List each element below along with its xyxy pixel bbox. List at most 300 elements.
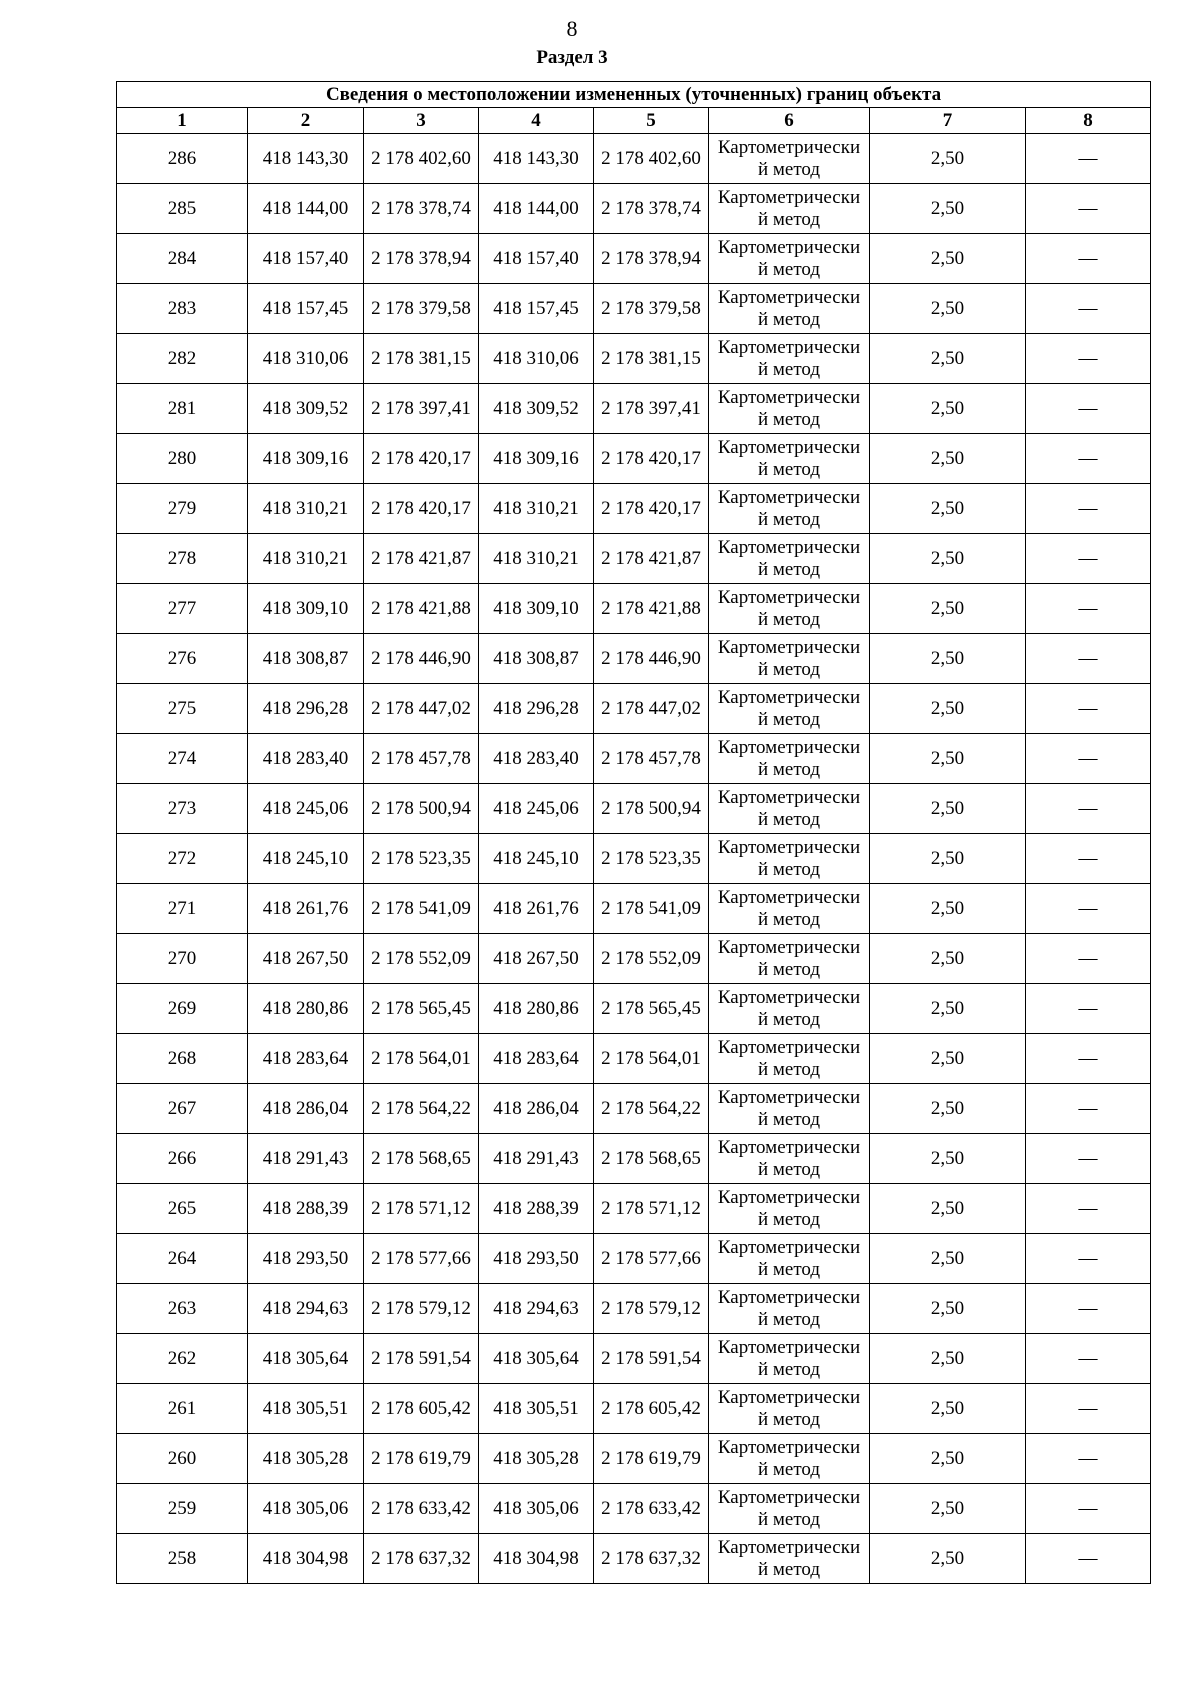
x-new-cell: 418 293,50 <box>479 1234 594 1284</box>
accuracy-cell: 2,50 <box>870 484 1026 534</box>
method-line-1: Картометрически <box>717 1336 861 1358</box>
table-caption: Сведения о местоположении измененных (уточненных) границ объекта <box>117 82 1151 108</box>
y-existing-cell: 2 178 552,09 <box>364 934 479 984</box>
method-line-1: Картометрически <box>717 236 861 258</box>
point-number-cell: 284 <box>117 234 248 284</box>
y-existing-cell: 2 178 421,87 <box>364 534 479 584</box>
y-existing-cell: 2 178 379,58 <box>364 284 479 334</box>
accuracy-cell: 2,50 <box>870 1384 1026 1434</box>
y-new-cell: 2 178 564,22 <box>594 1084 709 1134</box>
note-cell: — <box>1026 1434 1151 1484</box>
x-existing-cell: 418 288,39 <box>248 1184 364 1234</box>
table-row <box>117 1084 1151 1134</box>
method-line-2: й метод <box>757 958 821 980</box>
y-new-cell: 2 178 378,74 <box>594 184 709 234</box>
note-cell: — <box>1026 834 1151 884</box>
method-line-1: Картометрически <box>717 436 861 458</box>
method-line-2: й метод <box>757 158 821 180</box>
table-row <box>117 1484 1151 1534</box>
x-existing-cell: 418 245,06 <box>248 784 364 834</box>
method-cell <box>709 984 870 1034</box>
point-number-cell: 260 <box>117 1434 248 1484</box>
y-existing-cell: 2 178 579,12 <box>364 1284 479 1334</box>
method-cell <box>709 234 870 284</box>
y-existing-cell: 2 178 402,60 <box>364 134 479 184</box>
method-cell <box>709 1034 870 1084</box>
method-cell <box>709 734 870 784</box>
x-new-cell: 418 283,40 <box>479 734 594 784</box>
y-new-cell: 2 178 420,17 <box>594 484 709 534</box>
note-cell: — <box>1026 134 1151 184</box>
point-number-cell: 267 <box>117 1084 248 1134</box>
y-existing-cell: 2 178 420,17 <box>364 484 479 534</box>
method-cell <box>709 1234 870 1284</box>
note-cell: — <box>1026 734 1151 784</box>
y-new-cell: 2 178 500,94 <box>594 784 709 834</box>
table-row <box>117 1434 1151 1484</box>
note-cell: — <box>1026 934 1151 984</box>
table-row <box>117 734 1151 784</box>
x-existing-cell: 418 267,50 <box>248 934 364 984</box>
method-line-1: Картометрически <box>717 986 861 1008</box>
x-existing-cell: 418 143,30 <box>248 134 364 184</box>
x-new-cell: 418 267,50 <box>479 934 594 984</box>
method-line-2: й метод <box>757 258 821 280</box>
x-existing-cell: 418 280,86 <box>248 984 364 1034</box>
x-existing-cell: 418 245,10 <box>248 834 364 884</box>
point-number-cell: 271 <box>117 884 248 934</box>
method-line-2: й метод <box>757 208 821 230</box>
y-new-cell: 2 178 379,58 <box>594 284 709 334</box>
y-existing-cell: 2 178 577,66 <box>364 1234 479 1284</box>
method-line-2: й метод <box>757 1208 821 1230</box>
method-cell <box>709 1484 870 1534</box>
accuracy-cell: 2,50 <box>870 1284 1026 1334</box>
x-existing-cell: 418 296,28 <box>248 684 364 734</box>
method-line-1: Картометрически <box>717 786 861 808</box>
x-new-cell: 418 310,06 <box>479 334 594 384</box>
y-new-cell: 2 178 571,12 <box>594 1184 709 1234</box>
note-cell: — <box>1026 1384 1151 1434</box>
point-number-cell: 262 <box>117 1334 248 1384</box>
method-line-1: Картометрически <box>717 336 861 358</box>
x-existing-cell: 418 286,04 <box>248 1084 364 1134</box>
method-line-1: Картометрически <box>717 1436 861 1458</box>
method-line-2: й метод <box>757 458 821 480</box>
method-line-2: й метод <box>757 1108 821 1130</box>
table-row <box>117 334 1151 384</box>
column-header: 8 <box>1026 108 1151 134</box>
x-existing-cell: 418 305,06 <box>248 1484 364 1534</box>
table-row <box>117 634 1151 684</box>
point-number-cell: 275 <box>117 684 248 734</box>
x-existing-cell: 418 291,43 <box>248 1134 364 1184</box>
method-line-2: й метод <box>757 758 821 780</box>
method-cell <box>709 884 870 934</box>
method-line-1: Картометрически <box>717 286 861 308</box>
point-number-cell: 270 <box>117 934 248 984</box>
y-new-cell: 2 178 633,42 <box>594 1484 709 1534</box>
method-line-2: й метод <box>757 358 821 380</box>
note-cell: — <box>1026 1284 1151 1334</box>
table-body <box>117 134 1151 1584</box>
method-cell <box>709 1284 870 1334</box>
method-cell <box>709 584 870 634</box>
method-line-1: Картометрически <box>717 736 861 758</box>
accuracy-cell: 2,50 <box>870 1184 1026 1234</box>
y-new-cell: 2 178 402,60 <box>594 134 709 184</box>
x-new-cell: 418 305,28 <box>479 1434 594 1484</box>
point-number-cell: 269 <box>117 984 248 1034</box>
accuracy-cell: 2,50 <box>870 884 1026 934</box>
table-row <box>117 934 1151 984</box>
column-header: 7 <box>870 108 1026 134</box>
x-new-cell: 418 286,04 <box>479 1084 594 1134</box>
x-existing-cell: 418 304,98 <box>248 1534 364 1584</box>
table-row <box>117 1034 1151 1084</box>
note-cell: — <box>1026 534 1151 584</box>
note-cell: — <box>1026 1484 1151 1534</box>
point-number-cell: 265 <box>117 1184 248 1234</box>
point-number-cell: 280 <box>117 434 248 484</box>
method-cell <box>709 484 870 534</box>
method-line-1: Картометрически <box>717 386 861 408</box>
y-existing-cell: 2 178 619,79 <box>364 1434 479 1484</box>
method-line-2: й метод <box>757 708 821 730</box>
method-line-1: Картометрически <box>717 686 861 708</box>
accuracy-cell: 2,50 <box>870 1484 1026 1534</box>
accuracy-cell: 2,50 <box>870 434 1026 484</box>
y-new-cell: 2 178 378,94 <box>594 234 709 284</box>
column-header: 6 <box>709 108 870 134</box>
accuracy-cell: 2,50 <box>870 734 1026 784</box>
y-new-cell: 2 178 605,42 <box>594 1384 709 1434</box>
x-existing-cell: 418 283,64 <box>248 1034 364 1084</box>
y-new-cell: 2 178 457,78 <box>594 734 709 784</box>
method-line-2: й метод <box>757 1558 821 1580</box>
table-row <box>117 1184 1151 1234</box>
point-number-cell: 277 <box>117 584 248 634</box>
y-new-cell: 2 178 447,02 <box>594 684 709 734</box>
y-new-cell: 2 178 577,66 <box>594 1234 709 1284</box>
accuracy-cell: 2,50 <box>870 234 1026 284</box>
coordinates-table <box>116 81 1151 1584</box>
method-line-1: Картометрически <box>717 1536 861 1558</box>
table-row <box>117 1384 1151 1434</box>
method-line-2: й метод <box>757 608 821 630</box>
method-cell <box>709 534 870 584</box>
note-cell: — <box>1026 384 1151 434</box>
x-new-cell: 418 288,39 <box>479 1184 594 1234</box>
y-existing-cell: 2 178 381,15 <box>364 334 479 384</box>
point-number-cell: 283 <box>117 284 248 334</box>
note-cell: — <box>1026 284 1151 334</box>
x-new-cell: 418 309,16 <box>479 434 594 484</box>
x-new-cell: 418 310,21 <box>479 484 594 534</box>
method-line-1: Картометрически <box>717 1236 861 1258</box>
column-header: 3 <box>364 108 479 134</box>
x-new-cell: 418 157,45 <box>479 284 594 334</box>
method-cell <box>709 1534 870 1584</box>
method-line-1: Картометрически <box>717 586 861 608</box>
x-existing-cell: 418 309,52 <box>248 384 364 434</box>
note-cell: — <box>1026 1534 1151 1584</box>
x-existing-cell: 418 310,21 <box>248 484 364 534</box>
y-existing-cell: 2 178 568,65 <box>364 1134 479 1184</box>
note-cell: — <box>1026 1134 1151 1184</box>
method-cell <box>709 134 870 184</box>
method-line-1: Картометрически <box>717 836 861 858</box>
page-number: 8 <box>566 16 578 41</box>
method-line-1: Картометрически <box>717 886 861 908</box>
x-new-cell: 418 305,64 <box>479 1334 594 1384</box>
x-existing-cell: 418 310,21 <box>248 534 364 584</box>
point-number-cell: 282 <box>117 334 248 384</box>
accuracy-cell: 2,50 <box>870 1084 1026 1134</box>
x-new-cell: 418 309,52 <box>479 384 594 434</box>
note-cell: — <box>1026 1034 1151 1084</box>
y-existing-cell: 2 178 633,42 <box>364 1484 479 1534</box>
point-number-cell: 258 <box>117 1534 248 1584</box>
y-existing-cell: 2 178 378,74 <box>364 184 479 234</box>
note-cell: — <box>1026 784 1151 834</box>
y-existing-cell: 2 178 500,94 <box>364 784 479 834</box>
x-existing-cell: 418 305,51 <box>248 1384 364 1434</box>
x-new-cell: 418 305,06 <box>479 1484 594 1534</box>
x-existing-cell: 418 261,76 <box>248 884 364 934</box>
note-cell: — <box>1026 884 1151 934</box>
method-line-2: й метод <box>757 1308 821 1330</box>
column-header: 1 <box>117 108 248 134</box>
x-new-cell: 418 305,51 <box>479 1384 594 1434</box>
method-line-2: й метод <box>757 808 821 830</box>
method-line-2: й метод <box>757 1408 821 1430</box>
x-new-cell: 418 309,10 <box>479 584 594 634</box>
y-new-cell: 2 178 421,87 <box>594 534 709 584</box>
accuracy-cell: 2,50 <box>870 334 1026 384</box>
method-line-1: Картометрически <box>717 636 861 658</box>
note-cell: — <box>1026 1184 1151 1234</box>
method-cell <box>709 634 870 684</box>
method-line-2: й метод <box>757 1158 821 1180</box>
method-cell <box>709 1334 870 1384</box>
point-number-cell: 276 <box>117 634 248 684</box>
method-line-2: й метод <box>757 558 821 580</box>
method-cell <box>709 284 870 334</box>
point-number-cell: 274 <box>117 734 248 784</box>
x-new-cell: 418 245,10 <box>479 834 594 884</box>
method-line-2: й метод <box>757 1008 821 1030</box>
table-caption-row <box>117 82 1151 108</box>
x-existing-cell: 418 305,64 <box>248 1334 364 1384</box>
section-title: Раздел 3 <box>536 47 608 68</box>
method-cell <box>709 684 870 734</box>
accuracy-cell: 2,50 <box>870 684 1026 734</box>
method-line-1: Картометрически <box>717 1036 861 1058</box>
column-header: 5 <box>594 108 709 134</box>
note-cell: — <box>1026 334 1151 384</box>
accuracy-cell: 2,50 <box>870 934 1026 984</box>
y-new-cell: 2 178 523,35 <box>594 834 709 884</box>
method-cell <box>709 1184 870 1234</box>
y-new-cell: 2 178 541,09 <box>594 884 709 934</box>
accuracy-cell: 2,50 <box>870 1234 1026 1284</box>
method-cell <box>709 1384 870 1434</box>
method-cell <box>709 1084 870 1134</box>
note-cell: — <box>1026 1334 1151 1384</box>
y-existing-cell: 2 178 523,35 <box>364 834 479 884</box>
x-new-cell: 418 294,63 <box>479 1284 594 1334</box>
column-header: 4 <box>479 108 594 134</box>
method-cell <box>709 334 870 384</box>
method-cell <box>709 784 870 834</box>
method-line-1: Картометрически <box>717 186 861 208</box>
note-cell: — <box>1026 584 1151 634</box>
x-new-cell: 418 245,06 <box>479 784 594 834</box>
note-cell: — <box>1026 184 1151 234</box>
method-line-2: й метод <box>757 658 821 680</box>
x-new-cell: 418 157,40 <box>479 234 594 284</box>
y-new-cell: 2 178 637,32 <box>594 1534 709 1584</box>
point-number-cell: 261 <box>117 1384 248 1434</box>
table-row <box>117 1234 1151 1284</box>
method-line-2: й метод <box>757 908 821 930</box>
table-row <box>117 684 1151 734</box>
table-row <box>117 834 1151 884</box>
y-existing-cell: 2 178 565,45 <box>364 984 479 1034</box>
column-header: 2 <box>248 108 364 134</box>
method-line-1: Картометрически <box>717 1136 861 1158</box>
x-new-cell: 418 280,86 <box>479 984 594 1034</box>
method-line-1: Картометрически <box>717 536 861 558</box>
x-existing-cell: 418 157,45 <box>248 284 364 334</box>
y-new-cell: 2 178 568,65 <box>594 1134 709 1184</box>
table-row <box>117 784 1151 834</box>
method-line-2: й метод <box>757 408 821 430</box>
x-new-cell: 418 304,98 <box>479 1534 594 1584</box>
table-row <box>117 1334 1151 1384</box>
table-row <box>117 284 1151 334</box>
accuracy-cell: 2,50 <box>870 284 1026 334</box>
x-existing-cell: 418 294,63 <box>248 1284 364 1334</box>
x-new-cell: 418 283,64 <box>479 1034 594 1084</box>
x-existing-cell: 418 308,87 <box>248 634 364 684</box>
method-cell <box>709 1434 870 1484</box>
table-row <box>117 1134 1151 1184</box>
method-cell <box>709 1134 870 1184</box>
method-line-2: й метод <box>757 1058 821 1080</box>
point-number-cell: 281 <box>117 384 248 434</box>
y-existing-cell: 2 178 421,88 <box>364 584 479 634</box>
method-line-1: Картометрически <box>717 1186 861 1208</box>
table-row <box>117 384 1151 434</box>
accuracy-cell: 2,50 <box>870 534 1026 584</box>
x-new-cell: 418 143,30 <box>479 134 594 184</box>
accuracy-cell: 2,50 <box>870 1034 1026 1084</box>
x-new-cell: 418 291,43 <box>479 1134 594 1184</box>
table-row <box>117 484 1151 534</box>
method-line-1: Картометрически <box>717 136 861 158</box>
x-existing-cell: 418 293,50 <box>248 1234 364 1284</box>
method-cell <box>709 434 870 484</box>
table-row <box>117 884 1151 934</box>
method-line-2: й метод <box>757 308 821 330</box>
accuracy-cell: 2,50 <box>870 1134 1026 1184</box>
note-cell: — <box>1026 634 1151 684</box>
table-row <box>117 184 1151 234</box>
point-number-cell: 286 <box>117 134 248 184</box>
point-number-cell: 259 <box>117 1484 248 1534</box>
method-line-2: й метод <box>757 1258 821 1280</box>
y-new-cell: 2 178 579,12 <box>594 1284 709 1334</box>
y-existing-cell: 2 178 446,90 <box>364 634 479 684</box>
method-line-1: Картометрически <box>717 1486 861 1508</box>
accuracy-cell: 2,50 <box>870 134 1026 184</box>
x-existing-cell: 418 157,40 <box>248 234 364 284</box>
x-existing-cell: 418 310,06 <box>248 334 364 384</box>
y-existing-cell: 2 178 605,42 <box>364 1384 479 1434</box>
method-line-2: й метод <box>757 508 821 530</box>
y-new-cell: 2 178 446,90 <box>594 634 709 684</box>
note-cell: — <box>1026 1084 1151 1134</box>
y-existing-cell: 2 178 564,22 <box>364 1084 479 1134</box>
point-number-cell: 264 <box>117 1234 248 1284</box>
note-cell: — <box>1026 434 1151 484</box>
method-line-2: й метод <box>757 1508 821 1530</box>
x-new-cell: 418 310,21 <box>479 534 594 584</box>
point-number-cell: 268 <box>117 1034 248 1084</box>
y-new-cell: 2 178 381,15 <box>594 334 709 384</box>
y-new-cell: 2 178 397,41 <box>594 384 709 434</box>
accuracy-cell: 2,50 <box>870 1534 1026 1584</box>
x-existing-cell: 418 305,28 <box>248 1434 364 1484</box>
table-row <box>117 134 1151 184</box>
x-existing-cell: 418 309,16 <box>248 434 364 484</box>
accuracy-cell: 2,50 <box>870 384 1026 434</box>
method-line-1: Картометрически <box>717 1386 861 1408</box>
x-new-cell: 418 144,00 <box>479 184 594 234</box>
accuracy-cell: 2,50 <box>870 1334 1026 1384</box>
accuracy-cell: 2,50 <box>870 984 1026 1034</box>
y-existing-cell: 2 178 457,78 <box>364 734 479 784</box>
method-line-1: Картометрически <box>717 486 861 508</box>
note-cell: — <box>1026 234 1151 284</box>
method-line-1: Картометрически <box>717 1086 861 1108</box>
table-row <box>117 434 1151 484</box>
y-existing-cell: 2 178 591,54 <box>364 1334 479 1384</box>
x-new-cell: 418 308,87 <box>479 634 594 684</box>
table-row <box>117 534 1151 584</box>
method-line-2: й метод <box>757 1458 821 1480</box>
method-cell <box>709 834 870 884</box>
note-cell: — <box>1026 984 1151 1034</box>
method-line-2: й метод <box>757 1358 821 1380</box>
y-new-cell: 2 178 619,79 <box>594 1434 709 1484</box>
x-new-cell: 418 261,76 <box>479 884 594 934</box>
y-new-cell: 2 178 552,09 <box>594 934 709 984</box>
method-line-1: Картометрически <box>717 1286 861 1308</box>
accuracy-cell: 2,50 <box>870 184 1026 234</box>
x-existing-cell: 418 309,10 <box>248 584 364 634</box>
point-number-cell: 263 <box>117 1284 248 1334</box>
accuracy-cell: 2,50 <box>870 634 1026 684</box>
point-number-cell: 266 <box>117 1134 248 1184</box>
point-number-cell: 279 <box>117 484 248 534</box>
y-existing-cell: 2 178 564,01 <box>364 1034 479 1084</box>
note-cell: — <box>1026 484 1151 534</box>
method-line-1: Картометрически <box>717 936 861 958</box>
y-new-cell: 2 178 565,45 <box>594 984 709 1034</box>
